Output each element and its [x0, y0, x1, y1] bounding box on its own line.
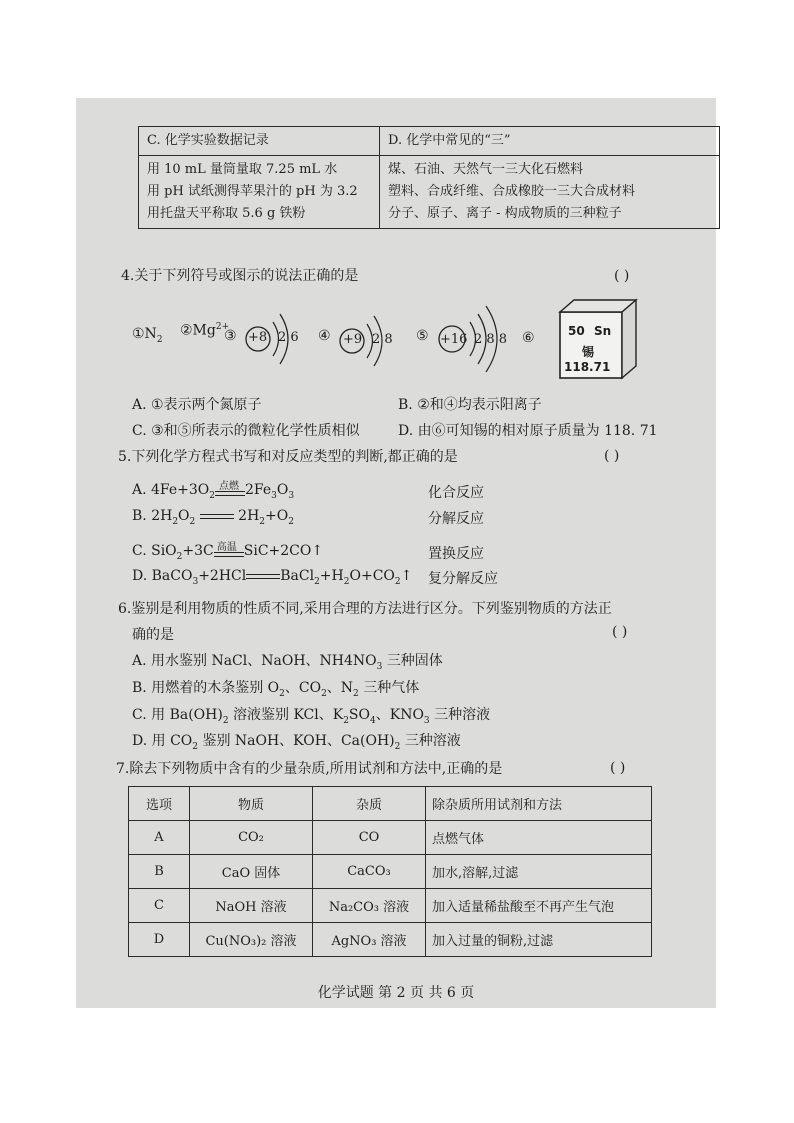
- q5-option-c: C. SiO$_2$+3C 高温 SiC+2CO↑: [132, 541, 324, 562]
- table-header-d: D. 化学中常见的“三”: [380, 127, 720, 156]
- q4-symbol-n2: $①N_2$: [132, 326, 163, 345]
- q4-label-4: ④: [318, 328, 331, 344]
- q7-header-option: 选项: [129, 787, 190, 821]
- table-row: B CaO 固体 CaCO₃ 加水,溶解,过滤: [129, 855, 652, 889]
- top-table: [138, 126, 720, 229]
- nucleus-charge-5: +16: [440, 332, 468, 347]
- exam-page: [76, 98, 716, 1008]
- q5-type-a: 化合反应: [428, 485, 484, 501]
- q7-header-impurity: 杂质: [313, 787, 426, 821]
- nucleus-charge-4: +9: [343, 332, 363, 347]
- table-row: C NaOH 溶液 Na₂CO₃ 溶液 加入适量稀盐酸至不再产生气泡: [129, 889, 652, 923]
- q5-stem: 5.下列化学方程式书写和对反应类型的判断,都正确的是: [118, 449, 458, 465]
- q4-symbol-mg: $②Mg^{2+}$: [180, 322, 230, 339]
- table-header-c: C. 化学实验数据记录: [139, 127, 380, 156]
- q4-option-b: B. ②和④均表示阳离子: [398, 397, 542, 413]
- q6-option-b: B. 用燃着的木条鉴别 $O_2$、$CO_2$、$N_2$ 三种气体: [132, 680, 420, 699]
- page-footer: 化学试题 第 2 页 共 6 页: [317, 985, 475, 1001]
- d-line-1: 煤、石油、天然气一三大化石燃料: [388, 162, 584, 177]
- q5-answer-paren: ( ): [604, 448, 620, 464]
- q6-stem-line2: 确的是: [132, 627, 174, 643]
- q4-label-5: ⑤: [416, 328, 429, 344]
- q4-option-c: C. ③和⑤所表示的微粒化学性质相似: [132, 423, 360, 439]
- element-mass: 118.71: [564, 360, 611, 374]
- q7-header-substance: 物质: [190, 787, 313, 821]
- q5-option-d: D. BaCO$_3$+2HCl $BaCl_2+H_2O+CO_2↑$: [132, 568, 413, 587]
- table-cell-c: [139, 156, 380, 229]
- shell-electrons-4: 2 8: [372, 332, 393, 347]
- d-line-2: 塑料、合成纤维、合成橡胶一三大合成材料: [388, 184, 636, 199]
- element-number: 50: [568, 324, 585, 338]
- shell-electrons-5: 2 8 8: [474, 332, 508, 347]
- table-row: A CO₂ CO 点燃气体: [129, 821, 652, 855]
- q4-stem: 4.关于下列符号或图示的说法正确的是: [121, 268, 359, 284]
- q7-stem: 7.除去下列物质中含有的少量杂质,所用试剂和方法中,正确的是: [116, 761, 503, 777]
- q7-answer-paren: ( ): [610, 760, 626, 776]
- q6-answer-paren: ( ): [612, 624, 628, 640]
- q5-type-b: 分解反应: [428, 511, 484, 527]
- nucleus-charge-3: +8: [248, 330, 268, 345]
- c-line-1: 用 10 mL 量筒量取 7.25 mL 水: [147, 162, 338, 177]
- q5-option-b: B. $2H_2O_2$ $2H_2+O_2$: [132, 508, 294, 527]
- q7-table: [128, 786, 652, 957]
- q6-option-c: C. 用 $Ba(OH)_2$ 溶液鉴别 KCl、$K_2SO_4$、$KNO_3$ 三种溶液: [132, 707, 491, 726]
- element-symbol: Sn: [594, 324, 612, 338]
- shell-electrons-3: 2 6: [278, 330, 299, 345]
- table-row: [129, 787, 652, 821]
- q5-option-a: A. $4Fe+3O_2$ 点燃 $2Fe_3O_3$: [132, 480, 295, 501]
- q4-label-6: ⑥: [522, 330, 535, 346]
- q6-stem-line1: 6.鉴别是利用物质的性质不同,采用合理的方法进行区分。下列鉴别物质的方法正: [118, 601, 612, 617]
- element-name: 锡: [582, 345, 595, 359]
- d-line-3: 分子、原子、离子 - 构成物质的三种粒子: [388, 206, 622, 221]
- q4-label-3: ③: [224, 328, 237, 344]
- q5-type-c: 置换反应: [428, 546, 484, 562]
- q5-type-d: 复分解反应: [428, 571, 498, 587]
- q4-option-a: A. ①表示两个氮原子: [132, 397, 262, 413]
- table-cell-d: [380, 156, 720, 229]
- table-row: D Cu(NO₃)₂ 溶液 AgNO₃ 溶液 加入过量的铜粉,过滤: [129, 923, 652, 957]
- q4-answer-paren: ( ): [614, 268, 630, 284]
- q4-option-d: D. 由⑥可知锡的相对原子质量为 118. 71: [398, 423, 658, 439]
- c-line-3: 用托盘天平称取 5.6 g 铁粉: [147, 206, 306, 221]
- q7-header-method: 除杂质所用试剂和方法: [426, 787, 652, 821]
- q6-option-d: D. 用 $CO_2$ 鉴别 NaOH、KOH、$Ca(OH)_2$ 三种溶液: [132, 733, 461, 752]
- q6-option-a: A. 用水鉴别 NaCl、NaOH、$NH4NO_3$ 三种固体: [132, 653, 443, 672]
- c-line-2: 用 pH 试纸测得苹果汁的 pH 为 3.2: [147, 184, 358, 199]
